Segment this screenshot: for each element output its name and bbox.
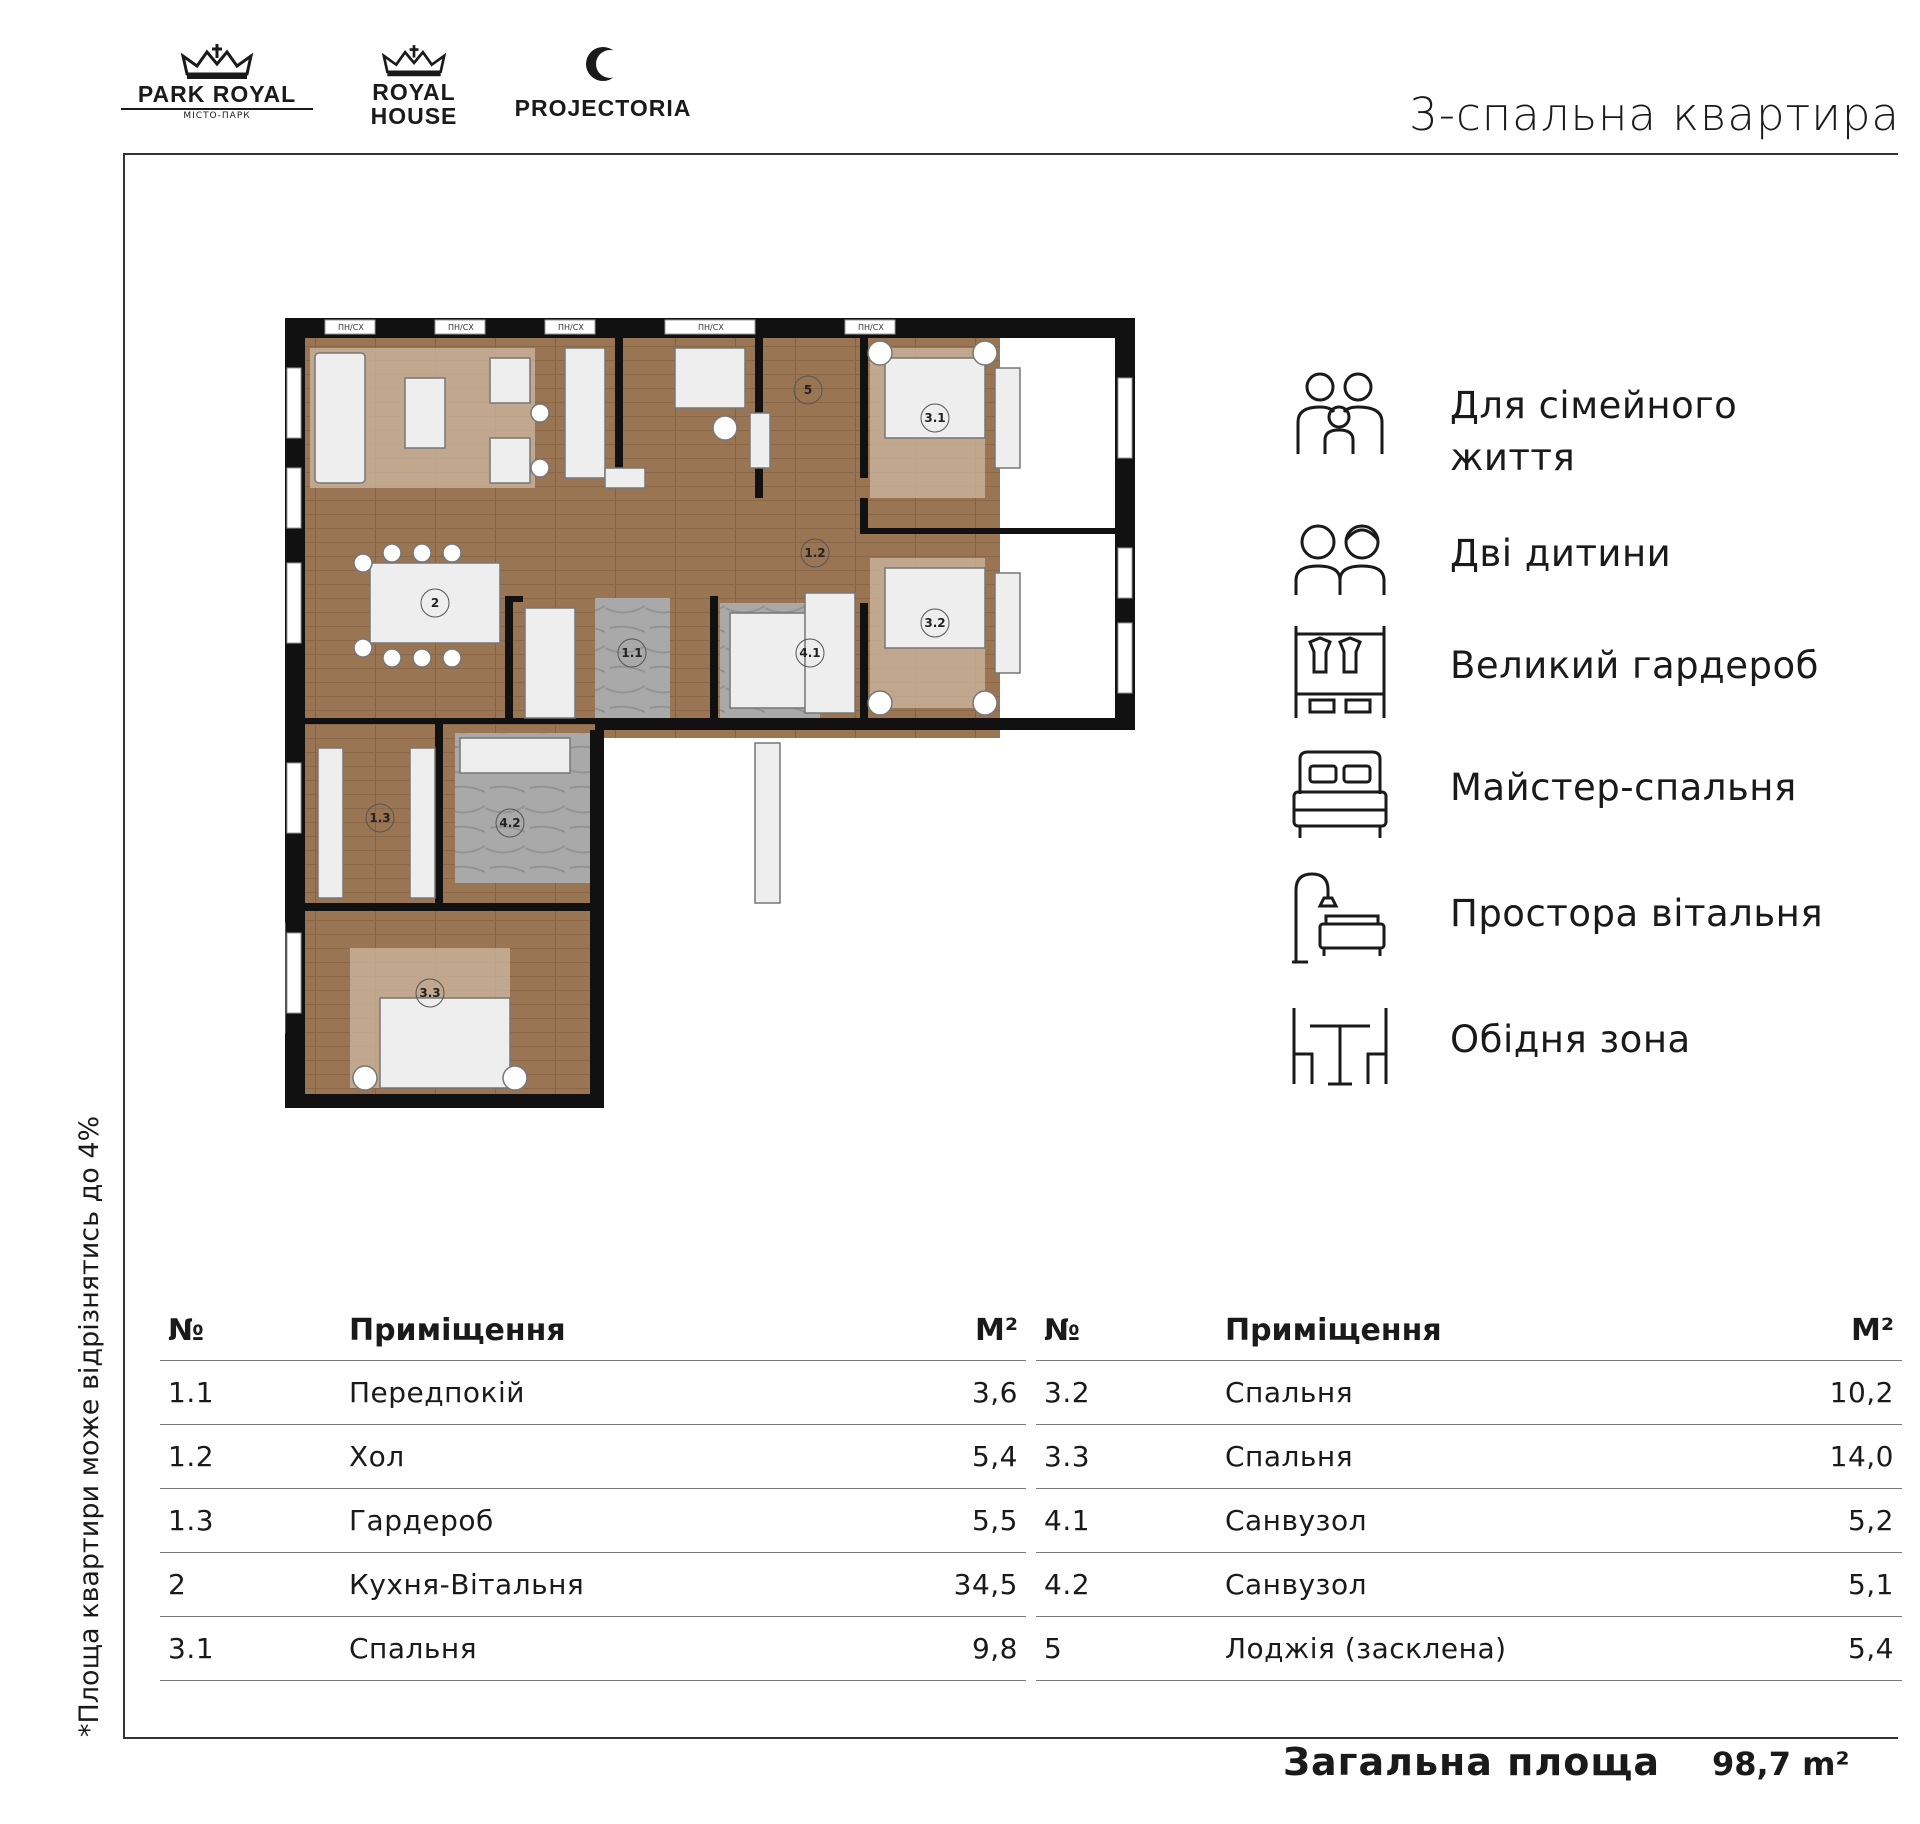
frame-left-line: [123, 153, 125, 1739]
rooms-table-right: [1036, 1300, 1902, 1681]
feature-text-line2: життя: [1450, 436, 1576, 479]
table-row: [160, 1489, 1026, 1553]
room-name: Передпокій: [348, 1361, 888, 1425]
royal-house-line2: HOUSE: [370, 103, 458, 129]
crown-icon: [181, 44, 253, 82]
table-row: [1036, 1617, 1902, 1681]
header-room: Приміщення: [1224, 1312, 1442, 1348]
feature-text: Великий гардероб: [1450, 644, 1819, 687]
window-label-north: ПН/СХ: [338, 323, 364, 332]
park-royal-logo: [121, 44, 313, 121]
table-header-row: [1036, 1300, 1902, 1361]
room-num: 1.2: [160, 1425, 348, 1489]
area-disclaimer: *Площа квартири може відрізнятись до 4%: [74, 1115, 105, 1737]
rooms-table-left: [160, 1300, 1026, 1681]
projectoria-name: PROJECTORIA: [514, 95, 692, 121]
window-label-north: ПН/СХ: [698, 323, 724, 332]
svg-text:1.1: 1.1: [621, 646, 643, 660]
feature-text: Простора вітальня: [1450, 892, 1824, 935]
feature-dining: [1290, 996, 1910, 1096]
dining-icon: [1290, 996, 1390, 1096]
room-num: 5: [1036, 1617, 1224, 1681]
frame-top-line: [123, 153, 1898, 155]
feature-text: Для сімейного: [1450, 384, 1738, 427]
window-label-north: ПН/СХ: [558, 323, 584, 332]
two-children-icon: [1290, 510, 1390, 610]
feature-two-children: [1290, 510, 1910, 610]
room-area: 10,2: [1763, 1361, 1902, 1425]
room-num: 1.3: [160, 1489, 348, 1553]
room-area: 34,5: [887, 1553, 1026, 1617]
table-header-row: [160, 1300, 1026, 1361]
table-row: [160, 1617, 1026, 1681]
room-num: 4.2: [1036, 1553, 1224, 1617]
room-name: Санвузол: [1224, 1489, 1764, 1553]
feature-living-room: [1290, 870, 1910, 970]
window-label-north: ПН/СХ: [858, 323, 884, 332]
feature-text: Майстер-спальня: [1450, 766, 1797, 809]
svg-text:2: 2: [430, 596, 440, 610]
room-area: 5,2: [1763, 1489, 1902, 1553]
header-area: М²: [975, 1312, 1018, 1348]
header-room: Приміщення: [348, 1312, 566, 1348]
floor-hall-tile: [595, 598, 670, 728]
wardrobe-icon: [1290, 622, 1390, 722]
bed-icon: [1290, 744, 1390, 844]
feature-text: Обідня зона: [1450, 1018, 1691, 1061]
room-num: 2: [160, 1553, 348, 1617]
moon-icon: [583, 44, 623, 84]
room-name: Хол: [348, 1425, 888, 1489]
total-area-value: 98,7 m²: [1712, 1745, 1850, 1783]
header-num: №: [168, 1312, 205, 1348]
table-row: [1036, 1425, 1902, 1489]
svg-text:4.2: 4.2: [499, 816, 521, 830]
crown-icon: [382, 44, 446, 80]
svg-text:4.1: 4.1: [799, 646, 821, 660]
table-row: [1036, 1489, 1902, 1553]
svg-text:3.2: 3.2: [924, 616, 946, 630]
table-row: [1036, 1553, 1902, 1617]
room-name: Спальня: [348, 1617, 888, 1681]
royal-house-logo: [355, 44, 473, 128]
floor-plan: [285, 318, 1135, 1108]
feature-text: Дві дитини: [1450, 532, 1672, 575]
window-label-north: ПН/СХ: [448, 323, 474, 332]
total-area-label: Загальна площа: [1283, 1740, 1660, 1784]
room-area: 3,6: [887, 1361, 1026, 1425]
room-num: 3.1: [160, 1617, 348, 1681]
room-area: 5,5: [887, 1489, 1026, 1553]
header-area: М²: [1851, 1312, 1894, 1348]
family-icon: [1290, 362, 1390, 462]
park-royal-name: PARK ROYAL: [137, 81, 297, 107]
table-row: [160, 1361, 1026, 1425]
room-name: Спальня: [1224, 1361, 1764, 1425]
room-area: 14,0: [1763, 1425, 1902, 1489]
page-title: 3-спальна квартира: [1409, 88, 1900, 141]
room-area: 9,8: [887, 1617, 1026, 1681]
header-num: №: [1044, 1312, 1081, 1348]
feature-master-bedroom: [1290, 744, 1910, 844]
svg-text:1.3: 1.3: [369, 811, 391, 825]
room-name: Гардероб: [348, 1489, 888, 1553]
room-area: 5,4: [1763, 1617, 1902, 1681]
park-royal-sub: МІСТО-ПАРК: [121, 108, 313, 121]
svg-text:1.2: 1.2: [804, 546, 826, 560]
svg-text:3.1: 3.1: [924, 411, 946, 425]
feature-wardrobe: [1290, 622, 1910, 722]
room-area: 5,1: [1763, 1553, 1902, 1617]
room-name: Санвузол: [1224, 1553, 1764, 1617]
room-num: 4.1: [1036, 1489, 1224, 1553]
table-row: [160, 1553, 1026, 1617]
room-name: Лоджія (засклена): [1224, 1617, 1764, 1681]
living-room-icon: [1290, 870, 1390, 970]
svg-text:3.3: 3.3: [419, 986, 441, 1000]
feature-family: [1290, 362, 1910, 479]
table-row: [1036, 1361, 1902, 1425]
room-area: 5,4: [887, 1425, 1026, 1489]
room-num: 1.1: [160, 1361, 348, 1425]
room-num: 3.2: [1036, 1361, 1224, 1425]
royal-house-line1: ROYAL: [372, 79, 456, 105]
svg-text:5: 5: [803, 383, 813, 397]
room-name: Кухня-Вітальня: [348, 1553, 888, 1617]
room-name: Спальня: [1224, 1425, 1764, 1489]
table-row: [160, 1425, 1026, 1489]
projectoria-logo: [508, 44, 698, 120]
room-num: 3.3: [1036, 1425, 1224, 1489]
frame-bottom-line: [123, 1737, 1898, 1739]
